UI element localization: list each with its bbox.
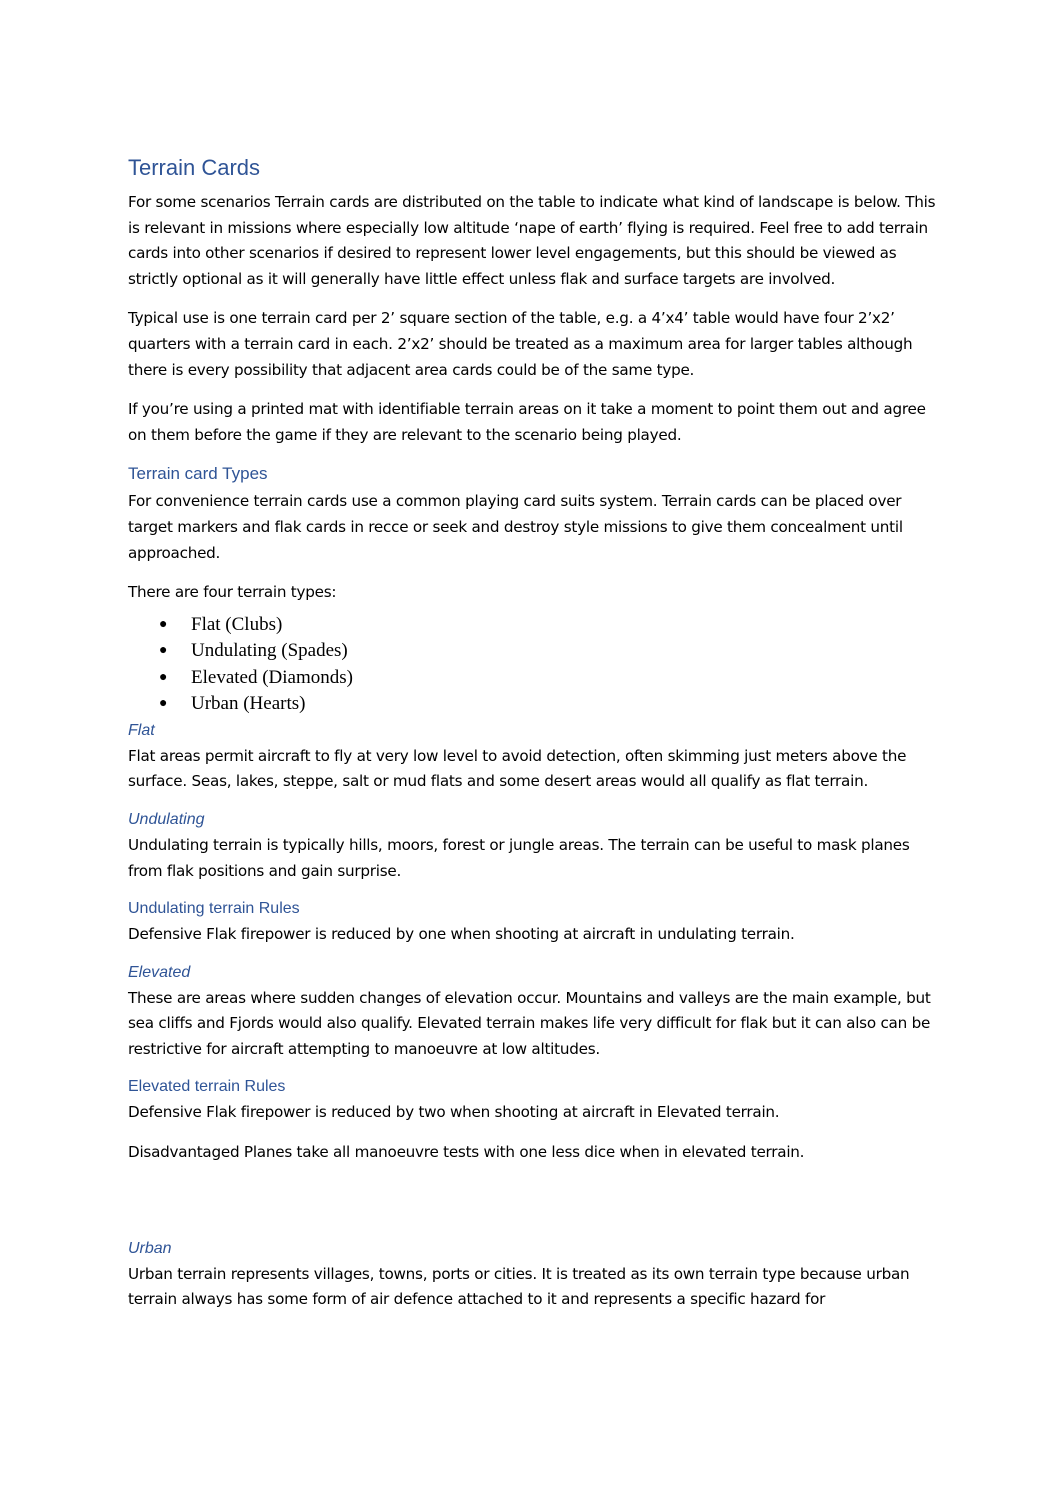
page-title: Terrain Cards: [128, 155, 261, 180]
list-item: [128, 612, 938, 639]
elevated-rules-paragraph-1: Defensive Flak firepower is reduced by two when shooting at aircraft in Elevated terrain.: [128, 1103, 780, 1122]
list-item: [128, 665, 938, 692]
intro-paragraph-3: If you’re using a printed mat with identifiable terrain areas on it take a moment to point them out and agree on them before the game if they are relevant to the scenario being played.: [128, 400, 926, 444]
spacer: [128, 1180, 938, 1224]
undulating-rules-paragraph: Defensive Flak firepower is reduced by one when shooting at aircraft in undulating terrain.: [128, 925, 795, 944]
subheading-elevated-rules: Elevated terrain Rules: [128, 1078, 286, 1096]
flat-paragraph: Flat areas permit aircraft to fly at very low level to avoid detection, often skimming just meters above the surface. Seas, lakes, steppe, salt or mud flats and some desert areas would all qualify as flat terrain.: [128, 746, 907, 791]
subheading-flat: Flat: [128, 721, 155, 739]
subheading-undulating: Undulating: [128, 810, 205, 828]
undulating-paragraph: Undulating terrain is typically hills, moors, forest or jungle areas. The terrain can be useful to mask planes from flak positions and gain surprise.: [128, 835, 910, 880]
terrain-types-list: [128, 612, 938, 718]
intro-paragraph-2: Typical use is one terrain card per 2’ square section of the table, e.g. a 4’x4’ table would have four 2’x2’ quarters with a terrain card in each. 2’x2’ should be treated as a maximum area for larger tables although there is every possibility that adjacent area cards could be of the same type.: [128, 309, 913, 379]
bullet-icon: ●: [159, 696, 168, 712]
subheading-urban: Urban: [128, 1239, 172, 1257]
intro-paragraph-1: For some scenarios Terrain cards are distributed on the table to indicate what kind of landscape is below. This is relevant in missions where especially low altitude ‘nape of earth’ flying is required. Feel free to add terrain cards into other scenarios if desired to represent lower level engagements, but this should be viewed as strictly optional as it will generally have little effect unless flak and surface targets are involved.: [128, 193, 936, 288]
elevated-rules-paragraph-2: Disadvantaged Planes take all manoeuvre tests with one less dice when in elevated terrain.: [128, 1143, 805, 1162]
bullet-icon: ●: [159, 669, 168, 685]
types-paragraph-1: For convenience terrain cards use a common playing card suits system. Terrain cards can be placed over target markers and flak cards in recce or seek and destroy style missions to give them concealment until approached.: [128, 492, 903, 562]
list-item-label: Flat (Clubs): [191, 613, 283, 635]
document-page: [128, 152, 938, 1327]
list-item: [128, 691, 938, 718]
list-item-label: Elevated (Diamonds): [191, 666, 353, 688]
types-paragraph-2: There are four terrain types:: [128, 583, 337, 602]
list-item-label: Urban (Hearts): [191, 693, 306, 715]
list-item: [128, 638, 938, 665]
subheading-undulating-rules: Undulating terrain Rules: [128, 900, 300, 918]
elevated-paragraph: These are areas where sudden changes of elevation occur. Mountains and valleys are the main example, but sea cliffs and Fjords would also qualify. Elevated terrain makes life very difficult for flak but it can also can be restrictive for aircraft attempting to manoeuvre at low altitudes.: [128, 988, 931, 1058]
bullet-icon: ●: [159, 643, 168, 659]
list-item-label: Undulating (Spades): [191, 640, 348, 662]
section-heading-terrain-card-types: Terrain card Types: [128, 464, 268, 484]
subheading-elevated: Elevated: [128, 963, 191, 981]
bullet-icon: ●: [159, 616, 168, 632]
urban-paragraph: Urban terrain represents villages, towns, ports or cities. It is treated as its own terrain type because urban terrain always has some form of air defence attached to it and represents a specific hazard for: [128, 1264, 910, 1309]
